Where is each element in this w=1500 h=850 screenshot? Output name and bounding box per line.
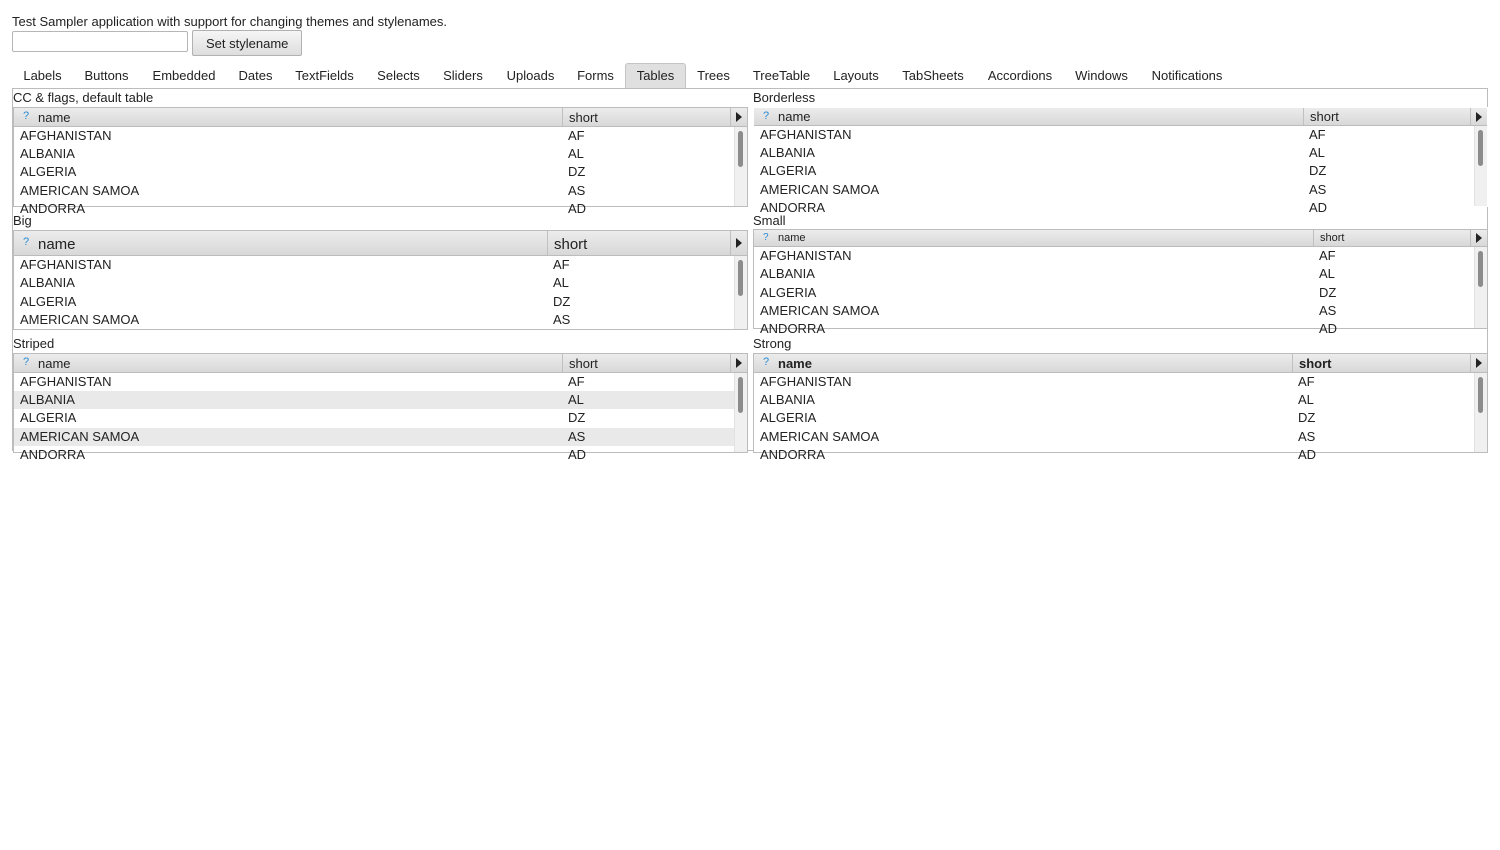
- column-header-short[interactable]: short: [562, 354, 730, 372]
- table-row[interactable]: AFGHANISTAN AF: [760, 248, 1336, 263]
- table-row[interactable]: AMERICAN SAMOA AS: [14, 428, 735, 446]
- question-mark-icon: ?: [23, 110, 30, 122]
- vertical-scrollbar[interactable]: [734, 256, 747, 329]
- table-striped[interactable]: [13, 353, 748, 462]
- question-mark-icon: ?: [23, 236, 30, 248]
- column-header-name[interactable]: ? name: [763, 356, 812, 371]
- triangle-right-icon: [1476, 358, 1482, 368]
- scrollbar-thumb[interactable]: [738, 131, 743, 167]
- table-small[interactable]: [753, 229, 1488, 336]
- table-row[interactable]: ALBANIA AL: [760, 392, 1314, 407]
- table-row[interactable]: ANDORRA AD: [20, 201, 587, 216]
- table-row[interactable]: ANDORRA AD: [760, 200, 1328, 215]
- tab-layouts[interactable]: Layouts: [833, 68, 879, 83]
- tab-textfields[interactable]: TextFields: [295, 68, 354, 83]
- table-row[interactable]: AMERICAN SAMOA AS: [20, 183, 586, 198]
- scrollbar-thumb[interactable]: [1478, 251, 1483, 287]
- tab-sliders[interactable]: Sliders: [443, 68, 483, 83]
- scrollbar-thumb[interactable]: [1478, 130, 1483, 166]
- table-row[interactable]: ANDORRA AD: [760, 321, 1338, 336]
- table-big[interactable]: [13, 230, 748, 330]
- tab-trees[interactable]: Trees: [697, 68, 730, 83]
- question-mark-icon: ?: [763, 110, 770, 122]
- column-header-name[interactable]: ? name: [23, 110, 71, 125]
- scrollbar-thumb[interactable]: [738, 377, 743, 413]
- app-description: Test Sampler application with support for changing themes and stylenames.: [12, 14, 448, 29]
- column-selector-button[interactable]: [1470, 230, 1487, 246]
- triangle-right-icon: [736, 112, 742, 122]
- table-row[interactable]: AFGHANISTAN AF: [20, 257, 570, 272]
- table-row[interactable]: ALBANIA AL: [760, 266, 1335, 281]
- table-row[interactable]: AMERICAN SAMOA AS: [20, 312, 571, 327]
- question-mark-icon: ?: [763, 356, 770, 368]
- table-borderless[interactable]: [753, 107, 1488, 215]
- column-selector-button[interactable]: [1470, 354, 1487, 372]
- column-header-short[interactable]: short: [562, 108, 730, 126]
- table-row[interactable]: ALBANIA AL: [20, 275, 569, 290]
- table-caption-borderless: Borderless: [753, 90, 816, 105]
- table-row[interactable]: ALGERIA DZ: [20, 164, 586, 179]
- table-row[interactable]: AMERICAN SAMOA AS: [760, 303, 1337, 318]
- vertical-scrollbar[interactable]: [1474, 247, 1487, 328]
- column-header-short[interactable]: short: [1303, 108, 1470, 125]
- tab-selects[interactable]: Selects: [377, 68, 420, 83]
- table-caption-big: Big: [13, 213, 32, 228]
- tab-tabsheets[interactable]: TabSheets: [902, 68, 964, 83]
- column-selector-button[interactable]: [1470, 108, 1487, 125]
- tab-uploads[interactable]: Uploads: [506, 68, 555, 83]
- table-row[interactable]: ALGERIA DZ: [20, 410, 586, 425]
- table-row[interactable]: AFGHANISTAN AF: [760, 374, 1315, 389]
- scrollbar-thumb[interactable]: [738, 260, 743, 296]
- scrollbar-thumb[interactable]: [1478, 377, 1483, 413]
- triangle-right-icon: [1476, 233, 1482, 243]
- table-caption-strong: Strong: [753, 336, 792, 351]
- table-row[interactable]: ALBANIA AL: [20, 146, 584, 161]
- tab-windows[interactable]: Windows: [1075, 68, 1128, 83]
- question-mark-icon: ?: [23, 356, 30, 368]
- table-row[interactable]: ANDORRA AD: [760, 447, 1317, 462]
- table-row[interactable]: ALGERIA DZ: [760, 285, 1337, 300]
- table-row[interactable]: ALGERIA DZ: [760, 163, 1327, 178]
- table-strong[interactable]: [753, 353, 1488, 462]
- question-mark-icon: ?: [763, 232, 769, 243]
- table-row[interactable]: ANDORRA AD: [20, 447, 587, 462]
- column-header-name[interactable]: ? name: [23, 356, 71, 371]
- table-caption-striped: Striped: [13, 336, 55, 351]
- column-header-short[interactable]: short: [547, 231, 730, 255]
- table-caption-default: CC & flags, default table: [13, 90, 154, 105]
- table-row[interactable]: ALBANIA AL: [14, 391, 735, 409]
- tab-dates[interactable]: Dates: [238, 68, 273, 83]
- triangle-right-icon: [1476, 112, 1482, 122]
- tab-labels[interactable]: Labels: [23, 68, 62, 83]
- triangle-right-icon: [736, 238, 742, 248]
- column-header-name[interactable]: ? name: [763, 232, 806, 244]
- vertical-scrollbar[interactable]: [734, 127, 747, 206]
- column-header-name[interactable]: ? name: [763, 109, 811, 124]
- table-caption-small: Small: [753, 213, 786, 228]
- vertical-scrollbar[interactable]: [1474, 126, 1487, 206]
- column-selector-button[interactable]: [730, 108, 747, 126]
- table-row[interactable]: ALGERIA DZ: [20, 294, 571, 309]
- table-row[interactable]: AMERICAN SAMOA AS: [760, 429, 1316, 444]
- table-row[interactable]: AMERICAN SAMOA AS: [760, 182, 1327, 197]
- table-row[interactable]: ALGERIA DZ: [760, 410, 1316, 425]
- tab-forms[interactable]: Forms: [577, 68, 614, 83]
- vertical-scrollbar[interactable]: [1474, 373, 1487, 452]
- column-header-name[interactable]: ? name: [23, 236, 76, 253]
- vertical-scrollbar[interactable]: [734, 373, 747, 452]
- table-row[interactable]: ALBANIA AL: [760, 145, 1325, 160]
- column-header-short[interactable]: short: [1292, 354, 1470, 372]
- set-stylename-button[interactable]: Set stylename: [192, 30, 302, 56]
- table-row[interactable]: AFGHANISTAN AF: [760, 127, 1326, 142]
- tab-bar: [12, 63, 1488, 89]
- table-row[interactable]: AFGHANISTAN AF: [20, 374, 585, 389]
- tab-embedded[interactable]: Embedded: [152, 68, 216, 83]
- column-selector-button[interactable]: [730, 354, 747, 372]
- tab-treetable[interactable]: TreeTable: [752, 68, 811, 83]
- column-selector-button[interactable]: [730, 231, 747, 255]
- triangle-right-icon: [736, 358, 742, 368]
- column-header-short[interactable]: short: [1313, 230, 1470, 246]
- tab-tables[interactable]: Tables: [625, 63, 686, 88]
- table-row[interactable]: AFGHANISTAN AF: [20, 128, 585, 143]
- tab-buttons[interactable]: Buttons: [84, 68, 129, 83]
- tab-notifications[interactable]: Notifications: [1151, 68, 1223, 83]
- table-default[interactable]: [13, 107, 748, 216]
- stylename-input[interactable]: [12, 31, 188, 52]
- tab-accordions[interactable]: Accordions: [987, 68, 1053, 83]
